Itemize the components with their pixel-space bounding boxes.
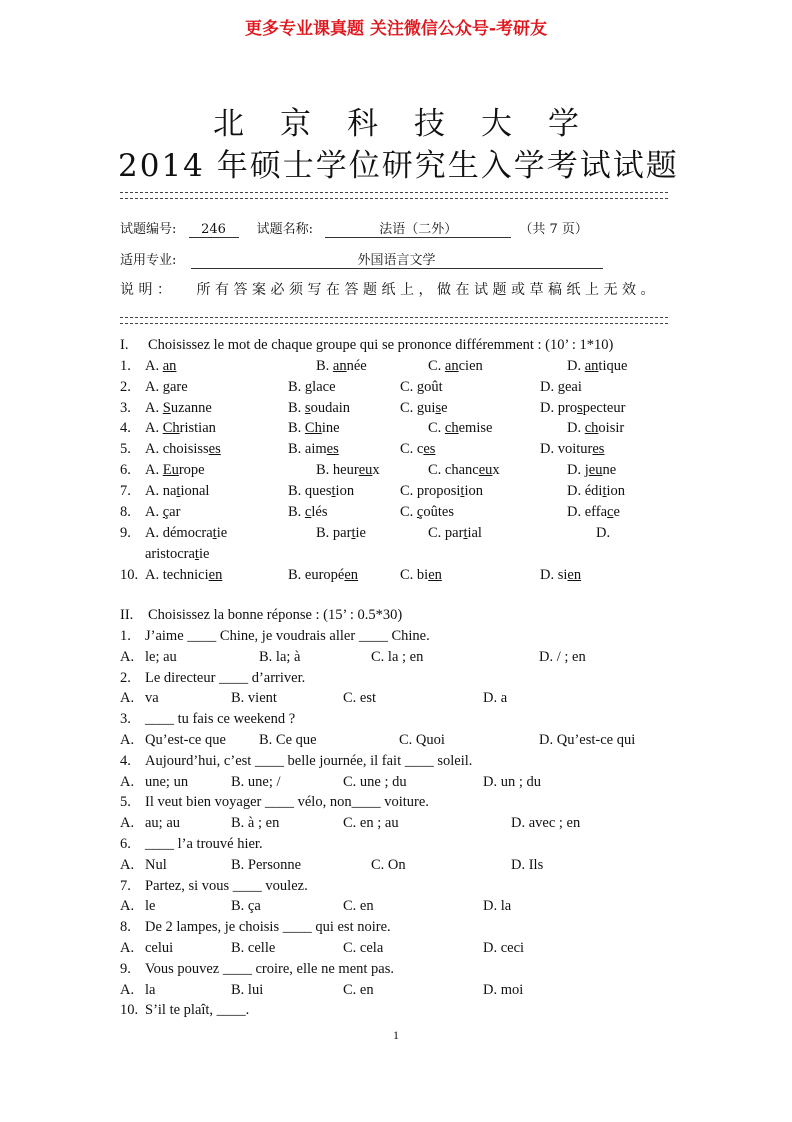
option-suffix: cien — [458, 358, 483, 374]
option-underlined-part: t — [460, 483, 465, 499]
option-c — [400, 379, 443, 396]
option-underlined-part: t — [602, 483, 607, 499]
option-underlined-part: es — [326, 441, 339, 457]
page-number: 1 — [393, 1028, 399, 1042]
option-suffix: oûtes — [423, 504, 454, 520]
option-b — [288, 483, 354, 500]
option-label: B. — [316, 358, 330, 374]
option-c: C. cela — [343, 940, 384, 956]
option-prefix: bi — [416, 567, 429, 583]
option-c: C. Quoi — [399, 732, 445, 748]
option-suffix: ne — [602, 462, 617, 478]
option-label: D. — [596, 525, 611, 541]
option-prefix: chanc — [444, 462, 479, 478]
option-underlined-part: Eu — [162, 462, 179, 478]
section-1-heading: Choisissez le mot de chaque groupe qui se prononce différemment : (10’ : 1*10) — [148, 337, 614, 353]
option-underlined-part: en — [567, 567, 582, 583]
option-c: C. une ; du — [343, 773, 407, 790]
option-d — [540, 400, 625, 417]
option-label: C. — [428, 462, 442, 478]
option-label: D. — [540, 567, 555, 583]
option-underlined-part: g — [557, 379, 565, 395]
option-a-label: A. — [120, 732, 135, 748]
option-underlined-part: an — [332, 358, 347, 374]
option-a: la — [145, 981, 156, 998]
option-underlined-part: eu — [358, 462, 373, 478]
option-label: D. — [540, 400, 555, 416]
question-number: 7. — [120, 877, 131, 894]
option-label: A. — [145, 567, 160, 583]
option-underlined-part: c — [607, 504, 614, 520]
option-prefix: c — [416, 441, 424, 457]
option-a — [145, 462, 205, 479]
option-underlined-part: c — [304, 504, 312, 520]
option-label: A. — [145, 483, 160, 499]
option-underlined-part: Ch — [304, 420, 322, 436]
option-prefix: édi — [584, 483, 603, 499]
option-underlined-part: ch — [444, 420, 459, 436]
option-underlined-part: t — [176, 483, 181, 499]
question-text: Aujourd’hui, c’est ____ belle journée, il fait ____ soleil. — [145, 752, 473, 769]
option-underlined-part: an — [584, 358, 599, 374]
option-suffix: ie — [198, 546, 210, 562]
option-underlined-part: s — [577, 400, 583, 416]
option-underlined-part: an — [444, 358, 459, 374]
option-underlined-part: t — [463, 525, 468, 541]
option-b — [316, 525, 366, 542]
option-b — [288, 441, 339, 458]
option-suffix: ar — [169, 504, 181, 520]
option-underlined-part: g — [416, 379, 425, 395]
option-c — [428, 462, 500, 479]
major-value: 外国语言文学 — [191, 249, 603, 269]
option-d: D. ceci — [483, 940, 525, 956]
option-underlined-part: g — [162, 379, 170, 395]
option-suffix: ine — [321, 420, 340, 436]
option-label: C. — [428, 358, 442, 374]
option-suffix: emise — [458, 420, 493, 436]
option-a: le — [145, 898, 156, 915]
option-underlined-part: s — [304, 400, 311, 416]
option-d — [540, 379, 582, 396]
option-a — [145, 525, 227, 542]
option-label: C. — [400, 400, 414, 416]
option-underlined-part: t — [331, 483, 336, 499]
option-underlined-part: en — [208, 567, 223, 583]
question-number: 5. — [120, 794, 131, 811]
option-a: une; un — [145, 773, 189, 790]
option-prefix: par — [332, 525, 352, 541]
option-suffix: tique — [598, 358, 628, 374]
option-label: B. — [288, 379, 302, 395]
exam-title: 2014 年硕士学位研究生入学考试试题 — [118, 148, 679, 184]
option-label: C. — [400, 504, 414, 520]
option-a: au; au — [145, 815, 181, 832]
section-1-number: I. — [120, 337, 129, 353]
option-label: A. — [145, 379, 160, 395]
question-number: 5. — [120, 441, 131, 457]
question-text: Le directeur ____ d’arriver. — [145, 669, 306, 686]
option-b: B. vient — [231, 690, 277, 707]
question-number: 6. — [120, 462, 131, 478]
option-suffix: x — [492, 462, 500, 478]
option-c — [400, 483, 483, 500]
option-d — [567, 504, 620, 521]
option-b: B. une; / — [231, 773, 281, 790]
option-suffix: lés — [311, 504, 328, 520]
option-c: C. est — [343, 690, 377, 707]
question-number: 10. — [120, 567, 139, 583]
note-label: 说明： — [120, 282, 176, 298]
option-c — [428, 525, 482, 542]
option-d: D. / ; en — [539, 648, 586, 665]
option-prefix: heur — [332, 462, 359, 478]
university-name: 北京科技大学 — [213, 106, 615, 142]
question-text: S’il te plaît, ____. — [145, 1002, 250, 1019]
option-a-label: A. — [120, 773, 135, 790]
option-c — [400, 567, 442, 584]
code-value: 246 — [189, 222, 239, 238]
option-b — [288, 567, 358, 584]
option-suffix: ie — [216, 525, 228, 541]
option-c: C. la ; en — [371, 648, 424, 665]
option-d: D. avec ; en — [511, 815, 581, 832]
option-suffix: oisir — [598, 420, 625, 436]
question-text: Partez, si vous ____ voulez. — [145, 877, 308, 894]
option-prefix: démocra — [162, 525, 213, 541]
option-label: B. — [288, 420, 302, 436]
option-suffix: née — [346, 358, 367, 374]
question-number: 8. — [120, 919, 131, 936]
option-label: D. — [540, 441, 555, 457]
option-c: C. On — [371, 856, 406, 873]
option-d — [567, 483, 625, 500]
option-label: A. — [145, 525, 160, 541]
option-d — [540, 441, 604, 458]
option-a — [145, 567, 222, 584]
question-number: 4. — [120, 752, 131, 769]
option-d: D. la — [483, 898, 512, 915]
option-label: B. — [316, 462, 330, 478]
option-label: D. — [567, 462, 582, 478]
option-label: B. — [288, 400, 302, 416]
option-a-label: A. — [120, 981, 135, 998]
option-b — [288, 379, 336, 396]
option-a: le; au — [145, 648, 177, 665]
option-a-label: A. — [120, 690, 135, 707]
option-a-label: A. — [120, 815, 135, 832]
option-suffix: e — [613, 504, 620, 520]
option-prefix: si — [557, 567, 568, 583]
option-label: C. — [400, 567, 414, 583]
section-2-heading: Choisissez la bonne réponse : (15’ : 0.5*30) — [148, 607, 403, 623]
option-underlined-part: en — [344, 567, 359, 583]
option-underlined-part: ç — [162, 504, 170, 520]
option-d: D. un ; du — [483, 773, 541, 790]
question-number: 1. — [120, 358, 131, 374]
option-c — [428, 358, 483, 375]
option-suffix: eai — [564, 379, 582, 395]
option-prefix: europé — [304, 567, 345, 583]
question-number: 3. — [120, 711, 131, 728]
option-b: B. celle — [231, 940, 276, 956]
option-prefix: pro — [557, 400, 578, 416]
question-number: 9. — [120, 960, 131, 977]
option-c: C. en ; au — [343, 815, 399, 832]
option-underlined-part: t — [212, 525, 217, 541]
option-b: B. Ce que — [259, 732, 317, 748]
divider — [120, 317, 668, 324]
option-label: C. — [400, 441, 414, 457]
option-prefix: j — [584, 462, 589, 478]
option-d: D. moi — [483, 981, 524, 998]
question-number: 1. — [120, 628, 131, 644]
option-prefix: choisiss — [162, 441, 209, 457]
option-a — [145, 504, 180, 521]
question-text: De 2 lampes, je choisis ____ qui est noire. — [145, 919, 391, 936]
option-label: D. — [567, 420, 582, 436]
option-a — [145, 420, 216, 437]
option-d: D. a — [483, 690, 508, 707]
option-label: B. — [288, 504, 302, 520]
option-label: C. — [428, 420, 442, 436]
option-b: B. ça — [231, 898, 261, 915]
name-label: 试题名称: — [256, 222, 314, 237]
option-label: A. — [145, 420, 160, 436]
option-label: C. — [400, 379, 414, 395]
option-c — [400, 441, 435, 458]
option-c: C. en — [343, 981, 374, 998]
option-underlined-part: es — [592, 441, 605, 457]
option-a: celui — [145, 940, 174, 956]
option-c — [400, 400, 448, 417]
option-underlined-part: s — [435, 400, 442, 416]
option-label: A. — [145, 504, 160, 520]
option-a: Qu’est-ce que — [145, 732, 226, 748]
question-number: 2. — [120, 379, 131, 395]
option-b: B. Personne — [231, 856, 302, 873]
option-prefix: ques — [304, 483, 332, 499]
option-suffix: pecteur — [582, 400, 626, 416]
option-underlined-part: ch — [584, 420, 599, 436]
option-suffix: oudain — [310, 400, 351, 416]
option-a — [145, 483, 209, 500]
option-suffix: ional — [180, 483, 210, 499]
option-underlined-part: Ch — [162, 420, 180, 436]
option-label: D. — [567, 504, 582, 520]
question-number: 3. — [120, 400, 131, 416]
question-number: 6. — [120, 836, 131, 852]
option-b — [316, 462, 380, 479]
option-label: C. — [400, 483, 414, 499]
question-number: 8. — [120, 504, 131, 520]
option-a — [145, 400, 212, 417]
option-prefix: na — [162, 483, 177, 499]
option-prefix: aristocra — [145, 546, 195, 562]
question-number: 4. — [120, 420, 131, 436]
option-b — [288, 400, 350, 417]
option-suffix: ial — [467, 525, 482, 541]
question-number: 7. — [120, 483, 131, 499]
question-text: J’aime ____ Chine, je voudrais aller ____ Chine. — [145, 628, 430, 644]
option-a-label: A. — [120, 898, 135, 915]
option-a — [145, 358, 176, 375]
major-label: 适用专业: — [120, 253, 177, 268]
option-label: C. — [428, 525, 442, 541]
option-b — [288, 504, 327, 521]
option-label: D. — [540, 379, 555, 395]
major-row — [120, 249, 603, 269]
option-label: B. — [288, 483, 302, 499]
note-text: 所有答案必须写在答题纸上，做在试题或草稿纸上无效。 — [196, 282, 659, 298]
option-d: D. Qu’est-ce qui — [539, 732, 636, 748]
option-label: D. — [567, 483, 582, 499]
question-text: ____ l’a trouvé hier. — [145, 836, 263, 852]
divider — [120, 192, 668, 199]
exam-info-row — [120, 218, 588, 238]
option-label: D. — [567, 358, 582, 374]
option-suffix: uzanne — [170, 400, 212, 416]
option-label: A. — [145, 358, 160, 374]
option-suffix: ion — [335, 483, 355, 499]
question-number: 2. — [120, 669, 131, 686]
option-c — [428, 420, 492, 437]
option-underlined-part: t — [351, 525, 356, 541]
option-suffix: ristian — [179, 420, 216, 436]
option-label: A. — [145, 400, 160, 416]
option-d — [540, 567, 581, 584]
option-suffix: ie — [355, 525, 366, 541]
option-suffix: ion — [606, 483, 626, 499]
question-text: Vous pouvez ____ croire, elle ne ment pas. — [145, 960, 394, 977]
question-text: ____ tu fais ce weekend ? — [145, 711, 296, 728]
option-prefix: technici — [162, 567, 209, 583]
note-row — [120, 279, 659, 299]
question-number: 9. — [120, 525, 131, 541]
name-value: 法语（二外） — [325, 218, 511, 238]
option-b: B. à ; en — [231, 815, 280, 832]
option-label: B. — [288, 567, 302, 583]
option-a — [145, 379, 188, 396]
option-c — [400, 504, 454, 521]
option-a: va — [145, 690, 159, 707]
option-b — [316, 358, 367, 375]
option-label: B. — [316, 525, 330, 541]
option-label: A. — [145, 462, 160, 478]
option-b: B. la; à — [259, 648, 301, 665]
option-label: A. — [145, 441, 160, 457]
option-c: C. en — [343, 898, 374, 915]
option-prefix: voitur — [557, 441, 593, 457]
option-prefix: gui — [416, 400, 436, 416]
question-text: Il veut bien voyager ____ vélo, non____ voiture. — [145, 794, 429, 811]
promo-banner: 更多专业课真题 关注微信公众号-考研友 — [245, 19, 547, 39]
section-2-number: II. — [120, 607, 134, 623]
option-d — [567, 358, 627, 375]
option-d — [596, 525, 610, 542]
option-underlined-part: S — [162, 400, 171, 416]
option-suffix: are — [169, 379, 188, 395]
option-underlined-part: eu — [588, 462, 603, 478]
option-suffix: e — [441, 400, 448, 416]
option-suffix: lace — [312, 379, 336, 395]
option-underlined-part: es — [208, 441, 221, 457]
option-underlined-part: es — [423, 441, 436, 457]
option-suffix: ion — [464, 483, 483, 499]
option-prefix: proposi — [416, 483, 461, 499]
question-number: 10. — [120, 1002, 139, 1019]
option-d: D. Ils — [511, 856, 544, 873]
option-suffix: x — [372, 462, 380, 478]
option-prefix: effa — [584, 504, 608, 520]
option-underlined-part: g — [304, 379, 313, 395]
option-underlined-part: an — [162, 358, 177, 374]
option-a-label: A. — [120, 856, 135, 873]
option-prefix: aim — [304, 441, 327, 457]
option-underlined-part: ç — [416, 504, 424, 520]
option-underlined-part: en — [428, 567, 442, 583]
option-label: B. — [288, 441, 302, 457]
option-b — [288, 420, 340, 437]
option-d — [567, 462, 616, 479]
option-suffix: oût — [424, 379, 443, 395]
option-a-label: A. — [120, 940, 135, 956]
option-a — [145, 441, 221, 458]
page-count: （共 7 页） — [519, 222, 588, 237]
option-b: B. lui — [231, 981, 264, 998]
option-suffix: rope — [178, 462, 205, 478]
option-a: Nul — [145, 856, 167, 873]
option-underlined-part: t — [194, 546, 199, 562]
option-underlined-part: eu — [478, 462, 493, 478]
option-a-label: A. — [120, 648, 135, 665]
option-d-continued — [145, 546, 209, 563]
option-prefix: par — [444, 525, 464, 541]
code-label: 试题编号: — [120, 222, 177, 237]
option-d — [567, 420, 624, 437]
